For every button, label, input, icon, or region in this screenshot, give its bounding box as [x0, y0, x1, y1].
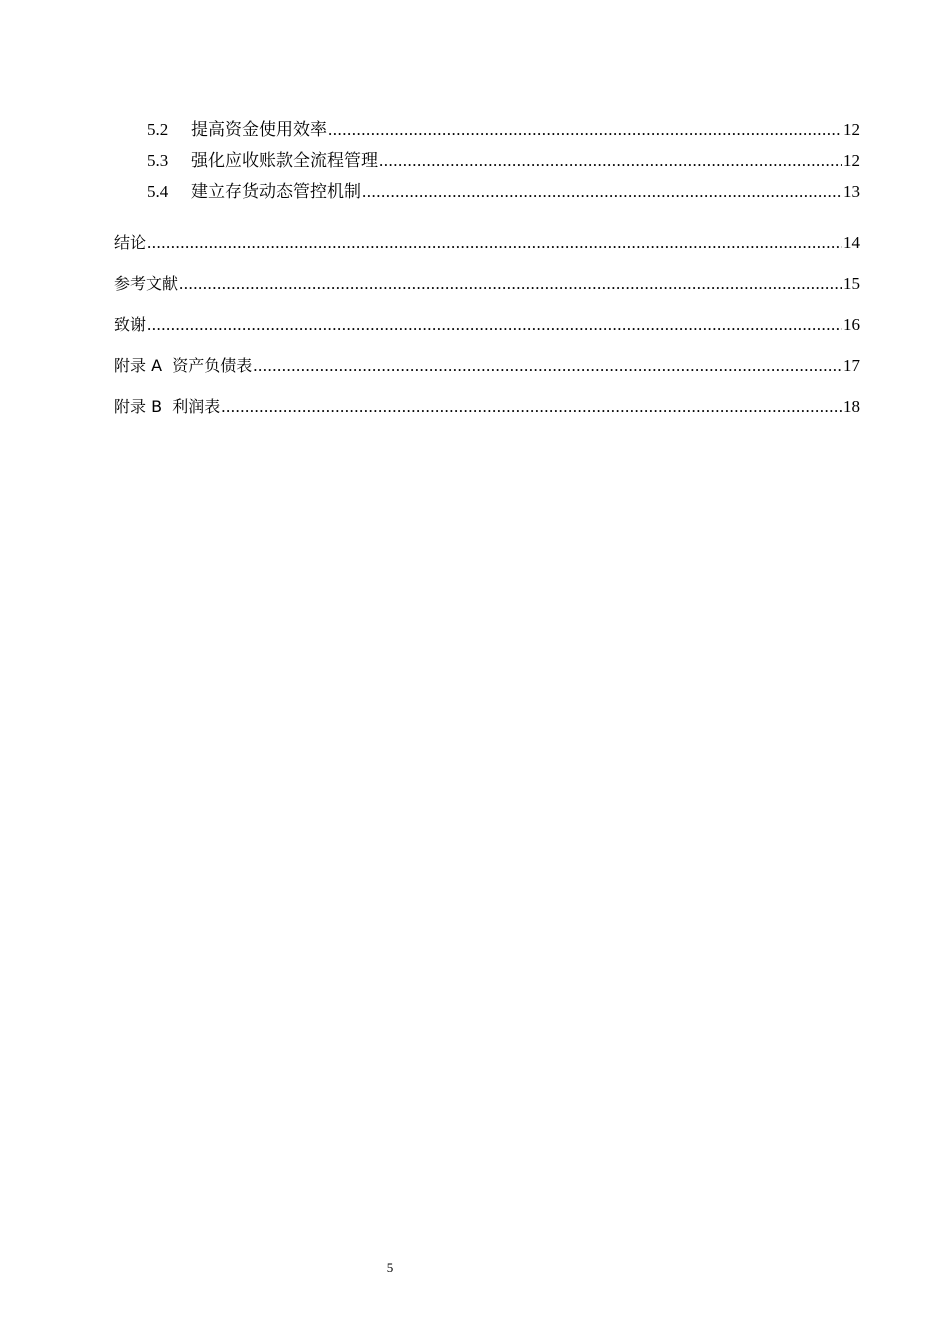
toc-entry-title: 附录 A 资产负债表 — [114, 355, 253, 375]
toc-entry-page: 12 — [843, 120, 860, 139]
toc-entry-appendix-a[interactable] — [114, 345, 860, 386]
toc-entry-5-4[interactable] — [114, 180, 860, 211]
toc-dot-leader — [328, 118, 842, 142]
toc-entry-5-2[interactable] — [114, 118, 860, 149]
toc-entry-page: 15 — [843, 273, 860, 293]
toc-entry-page: 16 — [843, 314, 860, 334]
table-of-contents — [114, 118, 860, 427]
toc-entry-appendix-b[interactable] — [114, 386, 860, 427]
toc-entry-title: 建立存货动态管控机制 — [191, 182, 361, 201]
toc-dot-leader — [147, 231, 842, 255]
toc-dot-leader — [221, 395, 842, 419]
toc-entry-title: 提高资金使用效率 — [191, 120, 327, 139]
toc-entry-page: 18 — [843, 396, 860, 416]
toc-entry-number: 5.3 — [147, 151, 169, 170]
toc-entry-page: 13 — [843, 182, 860, 201]
toc-entry-title: 强化应收账款全流程管理 — [191, 151, 378, 170]
toc-entry-page: 17 — [843, 355, 860, 375]
toc-entry-number: 5.2 — [147, 120, 169, 139]
page-number: 5 — [386, 1260, 394, 1275]
toc-dot-leader — [362, 180, 842, 204]
toc-dot-leader — [253, 354, 842, 378]
toc-entry-title: 致谢 — [114, 314, 147, 334]
toc-entry-references[interactable] — [114, 263, 860, 304]
toc-dot-leader — [147, 313, 842, 337]
toc-entry-title: 附录 B 利润表 — [114, 396, 221, 416]
toc-entry-acknowledgements[interactable] — [114, 304, 860, 345]
toc-entry-number: 5.4 — [147, 182, 169, 201]
toc-entry-title: 参考文献 — [114, 273, 179, 293]
toc-entry-conclusion[interactable] — [114, 222, 860, 263]
toc-dot-leader — [379, 149, 842, 173]
toc-entry-page: 12 — [843, 151, 860, 170]
toc-dot-leader — [179, 272, 842, 296]
toc-entry-5-3[interactable] — [114, 149, 860, 180]
toc-entry-title: 结论 — [114, 232, 147, 252]
toc-entry-page: 14 — [843, 232, 860, 252]
